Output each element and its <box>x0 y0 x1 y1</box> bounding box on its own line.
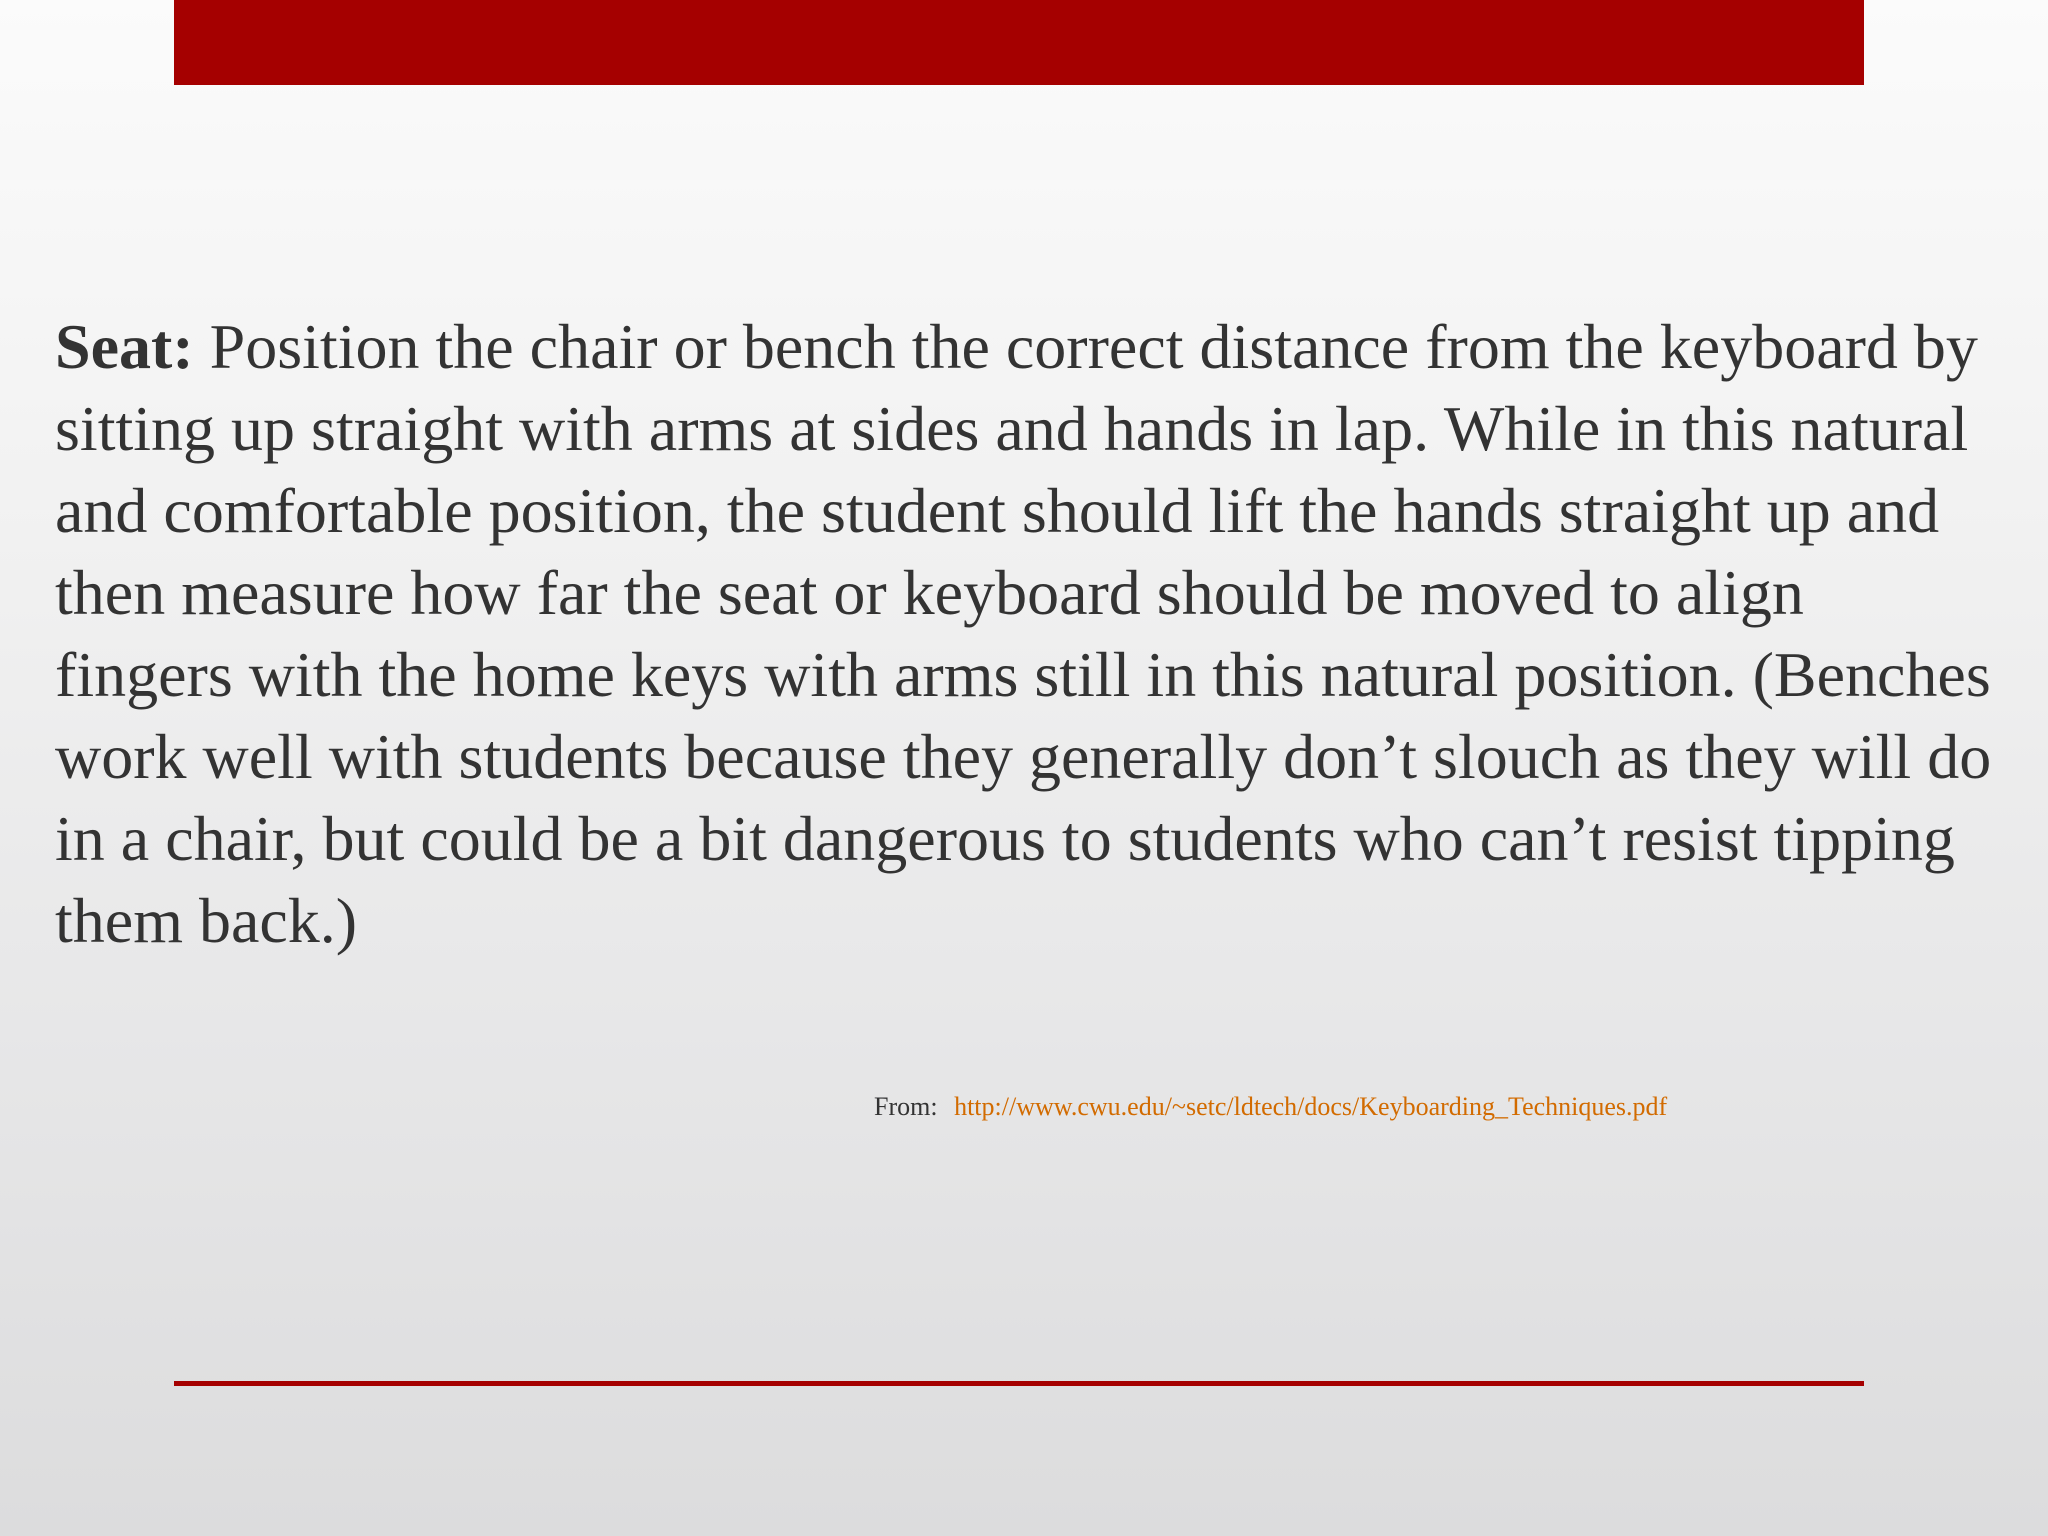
source-link[interactable]: http://www.cwu.edu/~setc/ldtech/docs/Keyboarding_Techniques.pdf <box>954 1092 1668 1121</box>
source-label: From: <box>874 1092 938 1121</box>
bottom-divider <box>174 1381 1864 1386</box>
source-citation <box>874 1090 1667 1124</box>
slide-body-text <box>55 306 1995 962</box>
seat-heading: Seat: <box>55 311 194 382</box>
top-accent-bar <box>174 0 1864 85</box>
seat-description: Position the chair or bench the correct distance from the keyboard by sitting up straight with arms at sides and hands in lap. While in this natural and comfortable position, the student should lift the hands straight up and then measure how far the seat or keyboard should be moved to align fingers with the home keys with arms still in this natural position. (Benches work well with students because they generally don’t slouch as they will do in a chair, but could be a bit dangerous to students who can’t resist tipping them back.) <box>55 311 1992 956</box>
